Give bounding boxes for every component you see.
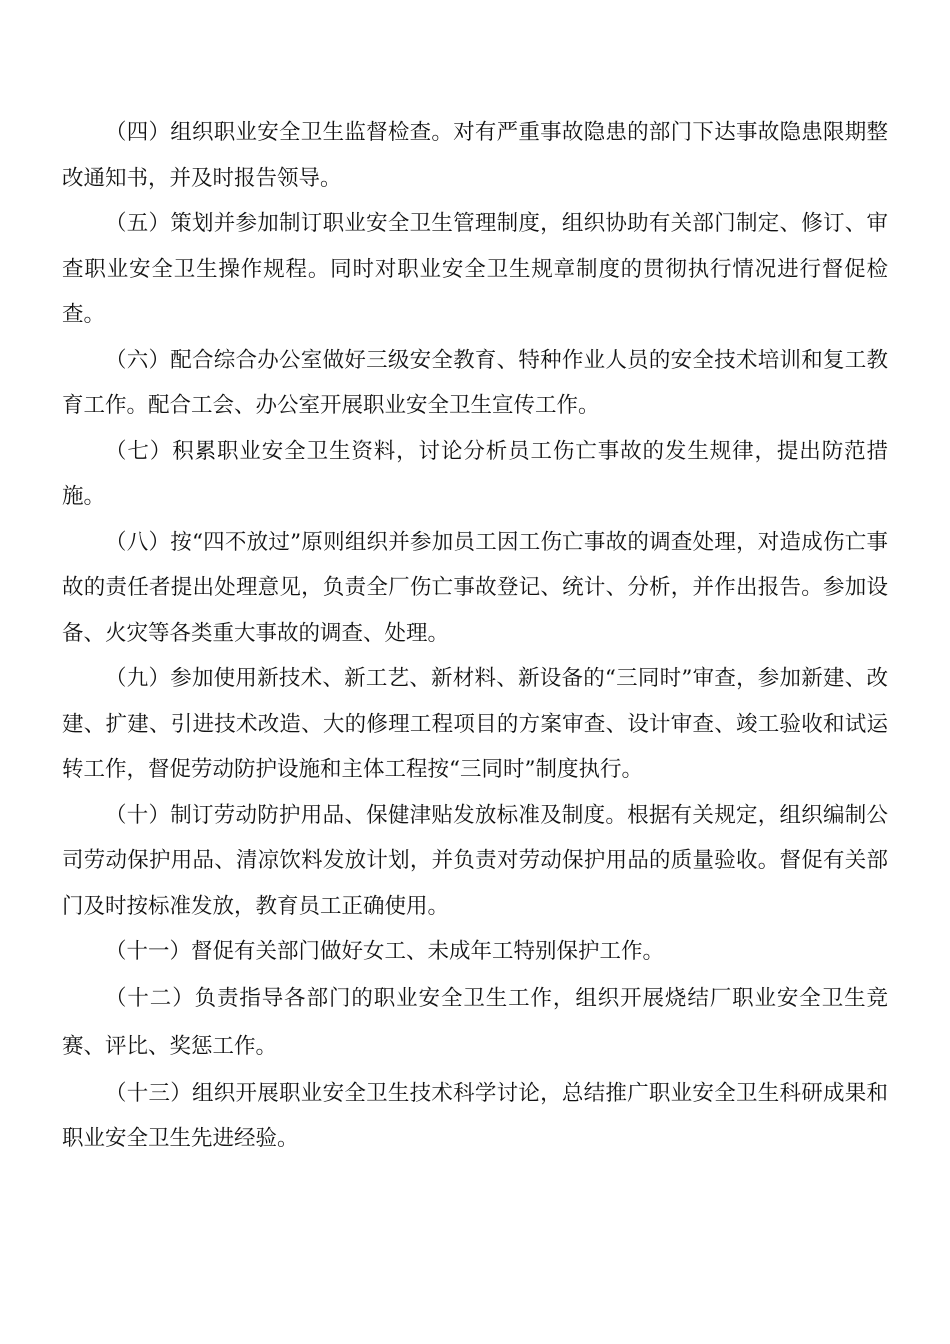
paragraph-8: （八）按“四不放过”原则组织并参加员工因工伤亡事故的调查处理，对造成伤亡事故的责任者提出处理意见，负责全厂伤亡事故登记、统计、分析，并作出报告。参加设备、火灾等各类重大事故的调查、处理。 (62, 529, 888, 646)
paragraph-4: （四）组织职业安全卫生监督检查。对有严重事故隐患的部门下达事故隐患限期整改通知书，并及时报告领导。 (62, 120, 888, 191)
paragraph-10: （十）制订劳动防护用品、保健津贴发放标准及制度。根据有关规定，组织编制公司劳动保护用品、清凉饮料发放计划，并负责对劳动保护用品的质量验收。督促有关部门及时按标准发放，教育员工正确使用。 (62, 802, 888, 919)
paragraph-6: （六）配合综合办公室做好三级安全教育、特种作业人员的安全技术培训和复工教育工作。配合工会、办公室开展职业安全卫生宣传工作。 (62, 347, 888, 418)
paragraph-5: （五）策划并参加制订职业安全卫生管理制度，组织协助有关部门制定、修订、审查职业安全卫生操作规程。同时对职业安全卫生规章制度的贯彻执行情况进行督促检查。 (62, 211, 888, 327)
paragraph-13: （十三）组织开展职业安全卫生技术科学讨论，总结推广职业安全卫生科研成果和职业安全卫生先进经验。 (62, 1080, 888, 1151)
document-body (62, 110, 888, 1162)
paragraph-7: （七）积累职业安全卫生资料，讨论分析员工伤亡事故的发生规律，提出防范措施。 (62, 438, 888, 509)
paragraph-12: （十二）负责指导各部门的职业安全卫生工作，组织开展烧结厂职业安全卫生竞赛、评比、奖惩工作。 (62, 985, 888, 1059)
paragraph-9: （九）参加使用新技术、新工艺、新材料、新设备的“三同时”审查，参加新建、改建、扩建、引进技术改造、大的修理工程项目的方案审查、设计审查、竣工验收和试运转工作，督促劳动防护设施和主体工程按“三同时”制度执行。 (62, 666, 888, 782)
paragraph-11: （十一）督促有关部门做好女工、未成年工特别保护工作。 (105, 939, 665, 964)
